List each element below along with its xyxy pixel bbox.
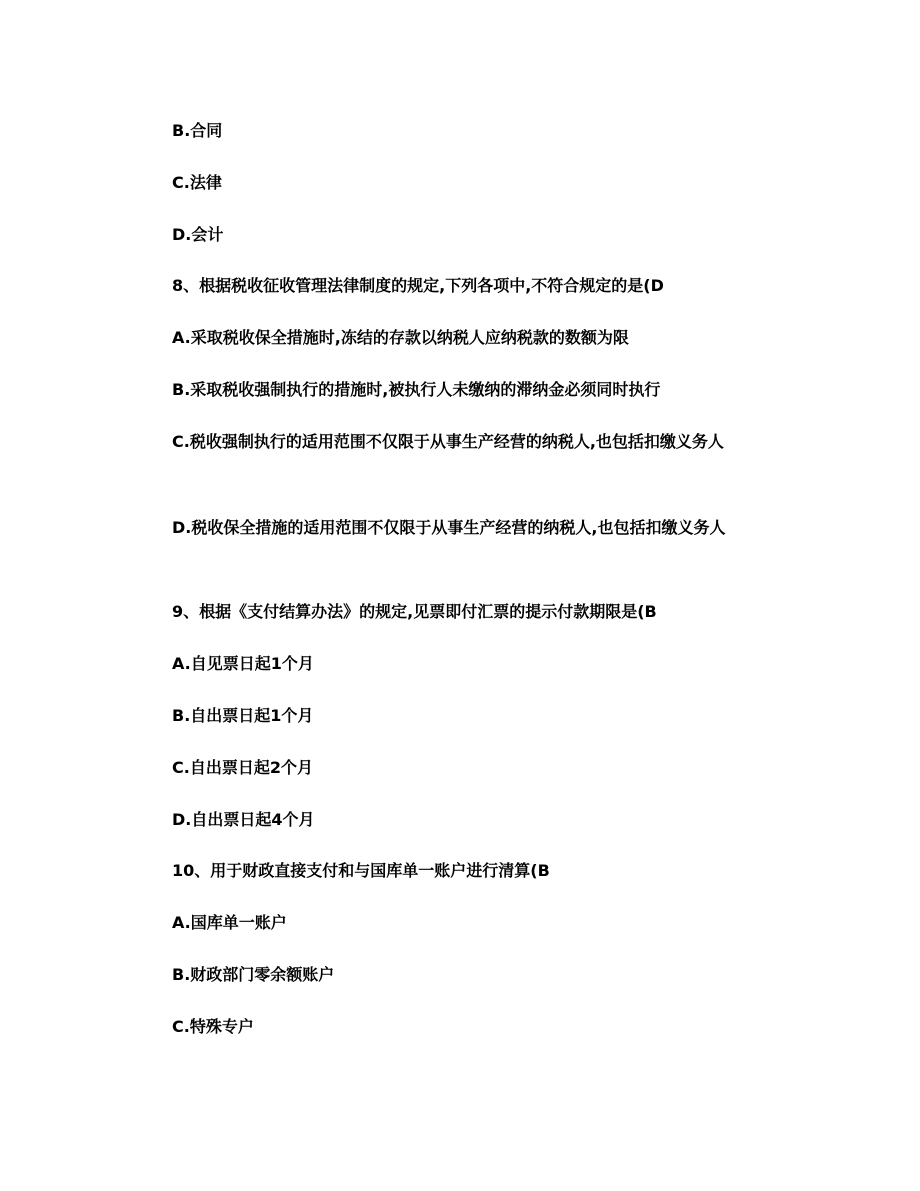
question-10: 10、用于财政直接支付和与国库单一账户进行清算(B (172, 861, 550, 880)
q10-option-c: C.特殊专户 (172, 1017, 254, 1036)
q8-option-a: A.采取税收保全措施时,冻结的存款以纳税人应纳税款的数额为限 (172, 328, 629, 347)
q9-option-d: D.自出票日起4个月 (172, 810, 315, 829)
q9-option-a: A.自见票日起1个月 (172, 654, 314, 673)
option-c-law: C.法律 (172, 173, 222, 192)
q9-option-c: C.自出票日起2个月 (172, 758, 313, 777)
q10-option-b: B.财政部门零余额账户 (172, 965, 335, 984)
option-b-contract: B.合同 (172, 121, 223, 140)
q10-option-a: A.国库单一账户 (172, 913, 287, 932)
q9-option-b: B.自出票日起1个月 (172, 706, 314, 725)
q8-option-b: B.采取税收强制执行的措施时,被执行人未缴纳的滞纳金必须同时执行 (172, 380, 661, 399)
question-9: 9、根据《支付结算办法》的规定,见票即付汇票的提示付款期限是(B (172, 602, 657, 621)
option-d-accounting: D.会计 (172, 225, 224, 244)
q8-option-d: D.税收保全措施的适用范围不仅限于从事生产经营的纳税人,也包括扣缴义务人 (172, 518, 726, 537)
question-8: 8、根据税收征收管理法律制度的规定,下列各项中,不符合规定的是(D (172, 276, 664, 295)
q8-option-c: C.税收强制执行的适用范围不仅限于从事生产经营的纳税人,也包括扣缴义务人 (172, 432, 724, 451)
